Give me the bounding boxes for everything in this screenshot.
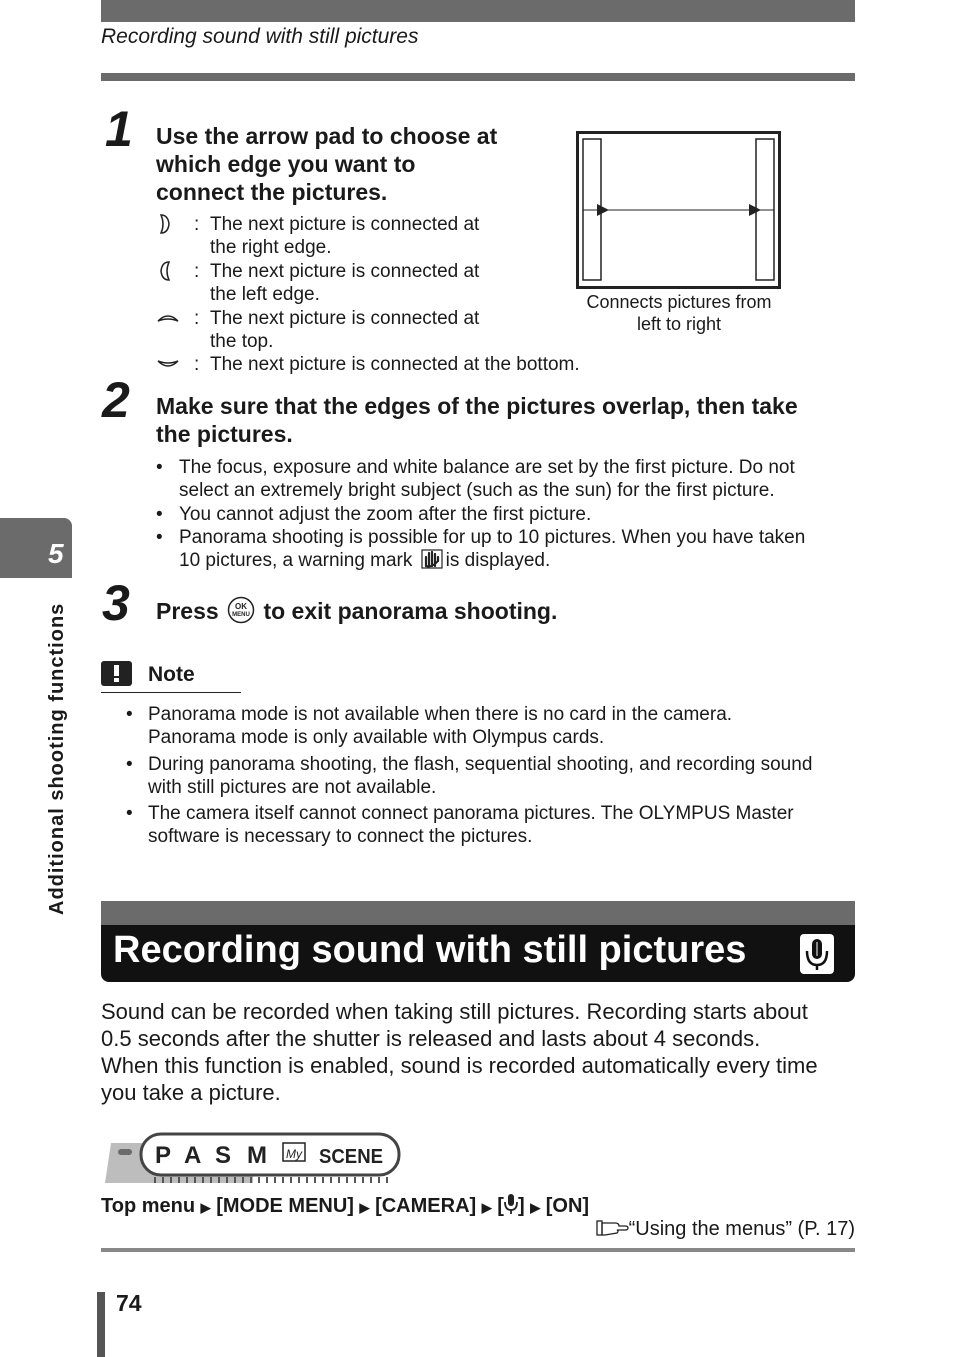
microphone-icon [799,933,835,980]
header-top-bar [101,0,855,22]
step-1-title: Use the arrow pad to choose at which edge you want to connect the pictures. [156,123,498,205]
section-header-bar [101,901,855,925]
step-2-number: 2 [102,372,130,428]
note-label: Note [148,663,195,686]
menu-path: Top menu ▶ [MODE MENU] ▶ [CAMERA] ▶ [ ] ▶ [ON] [101,1193,589,1221]
step-2-title: Make sure that the edges of the pictures overlap, then take the pictures. [156,393,798,447]
arrow-right-icon: ▶ [530,1200,541,1215]
panorama-figure [576,131,782,296]
step-1-number: 1 [105,101,133,157]
svg-text:OK: OK [235,602,248,611]
mode-s: S [215,1142,232,1169]
arrow-right-pad-icon [156,213,174,241]
header-bottom-bar [101,73,855,81]
note-underline [101,692,241,693]
page-number-bar [97,1292,105,1357]
mode-dial [103,1131,403,1192]
svg-text:My: My [286,1147,302,1161]
ok-menu-button-icon [227,596,255,630]
step-3-number: 3 [102,575,130,631]
note-icon [101,661,132,691]
arrow-up-pad-icon [156,309,180,332]
scene-label: SCENE [319,1146,383,1168]
arrow-right-icon: ▶ [481,1200,492,1215]
section-title: Recording sound with still pictures [113,929,747,971]
microphone-small-icon [504,1193,518,1221]
step-3-title: Press OK MENU to exit panorama shooting. [156,596,557,630]
mode-p: P [155,1142,172,1169]
pointing-hand-icon [595,1218,629,1244]
reference: “Using the menus” (P. 17) [595,1218,855,1244]
mode-a: A [184,1142,202,1169]
arrow-right-icon: ▶ [200,1200,211,1215]
figure-caption: Connects pictures from left to right [586,292,772,334]
bottom-rule [101,1248,855,1252]
arrow-left-pad-icon [156,260,174,288]
page-number: 74 [116,1290,142,1316]
chapter-number: 5 [48,538,64,569]
running-title: Recording sound with still pictures [101,25,419,48]
section-intro: Sound can be recorded when taking still pictures. Recording starts about 0.5 seconds after the shutter is released and lasts about 4 seconds. When this function is enabled, sound is recorded automatically every time you take a picture. [101,999,818,1105]
arrow-down-pad-icon [156,355,180,378]
chapter-label: Additional shooting functions [46,602,68,915]
hand-warning-icon [421,549,443,575]
mode-m: M [247,1142,267,1169]
svg-text:MENU: MENU [232,612,250,618]
arrow-right-icon: ▶ [359,1200,370,1215]
